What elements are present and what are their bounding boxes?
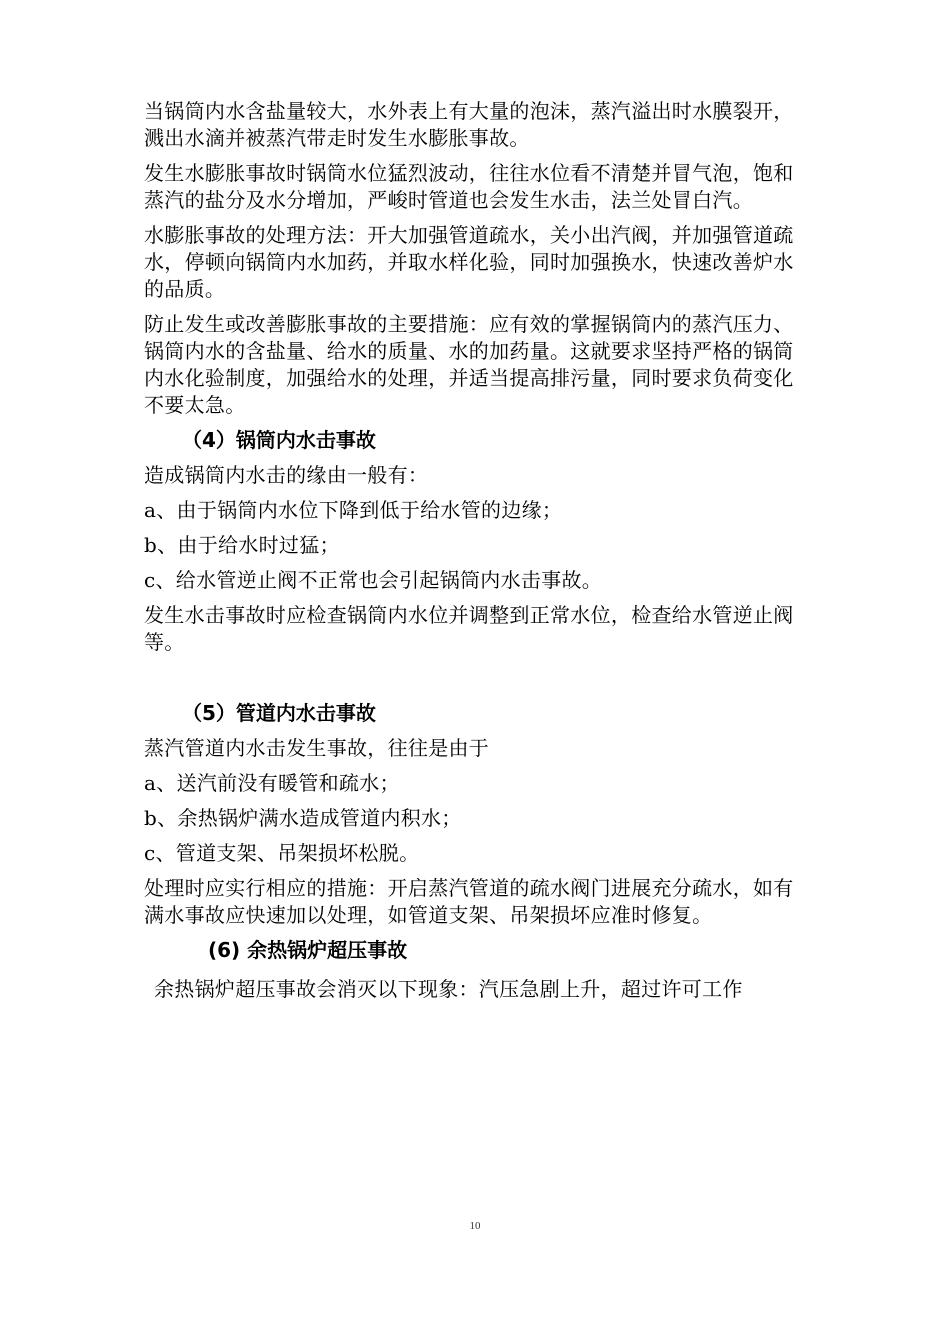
section4-conclusion: 发生水击事故时应检查锅筒内水位并调整到正常水位，检查给水管逆止阀等。: [144, 603, 794, 654]
paragraph-water-expansion-handling: 水膨胀事故的处理方法：开大加强管道疏水，关小出汽阀，并加强管道疏水，停顿向锅筒内水加药，并取水样化验，同时加强换水，快速改善炉水的品质。: [144, 223, 794, 301]
list-item: b、由于给水时过猛；: [144, 533, 340, 557]
blank-line: [144, 664, 810, 700]
list-item: b、余热锅炉满水造成管道内积水；: [144, 806, 462, 830]
section-heading-pipe-water-hammer: （5）管道内水击事故: [182, 701, 376, 725]
list-item: c、管道支架、吊架损坏松脱。: [144, 841, 420, 865]
section6-intro: 余热锅炉超压事故会消灭以下现象：汽压急剧上升，超过许可工作: [154, 977, 743, 1001]
paragraph-water-expansion-cause: 当锅筒内水含盐量较大，水外表上有大量的泡沫，蒸汽溢出时水膜裂开，溅出水滴并被蒸汽带走时发生水膨胀事故。: [144, 99, 794, 150]
section-heading-overpressure: (6) 余热锅炉超压事故: [208, 938, 408, 962]
list-item: a、由于锅筒内水位下降到低于给水管的边缘；: [144, 498, 563, 522]
paragraph-water-expansion-prevention: 防止发生或改善膨胀事故的主要措施：应有效的掌握锅筒内的蒸汽压力、锅筒内水的含盐量、给水的质量、水的加药量。这就要求坚持严格的锅筒内水化验制度，加强给水的处理，并适当提高排污量，同时要求负荷变化不要太急。: [144, 312, 794, 417]
page-number: 10: [469, 1220, 481, 1232]
list-item: c、给水管逆止阀不正常也会引起锅筒内水击事故。: [144, 568, 603, 592]
page-content: [144, 98, 810, 1011]
paragraph-water-expansion-symptoms: 发生水膨胀事故时锅筒水位猛烈波动，往往水位看不清楚并冒气泡，饱和蒸汽的盐分及水分增加，严峻时管道也会发生水击，法兰处冒白汽。: [144, 161, 794, 212]
list-item: a、送汽前没有暖管和疏水；: [144, 771, 400, 795]
section5-intro: 蒸汽管道内水击发生事故，往往是由于: [144, 736, 490, 760]
section5-conclusion: 处理时应实行相应的措施：开启蒸汽管道的疏水阀门进展充分疏水，如有满水事故应快速加以处理，如管道支架、吊架损坏应准时修复。: [144, 876, 794, 927]
section4-intro: 造成锅筒内水击的缘由一般有：: [144, 463, 429, 487]
section-heading-drum-water-hammer: （4）锅筒内水击事故: [182, 428, 376, 452]
